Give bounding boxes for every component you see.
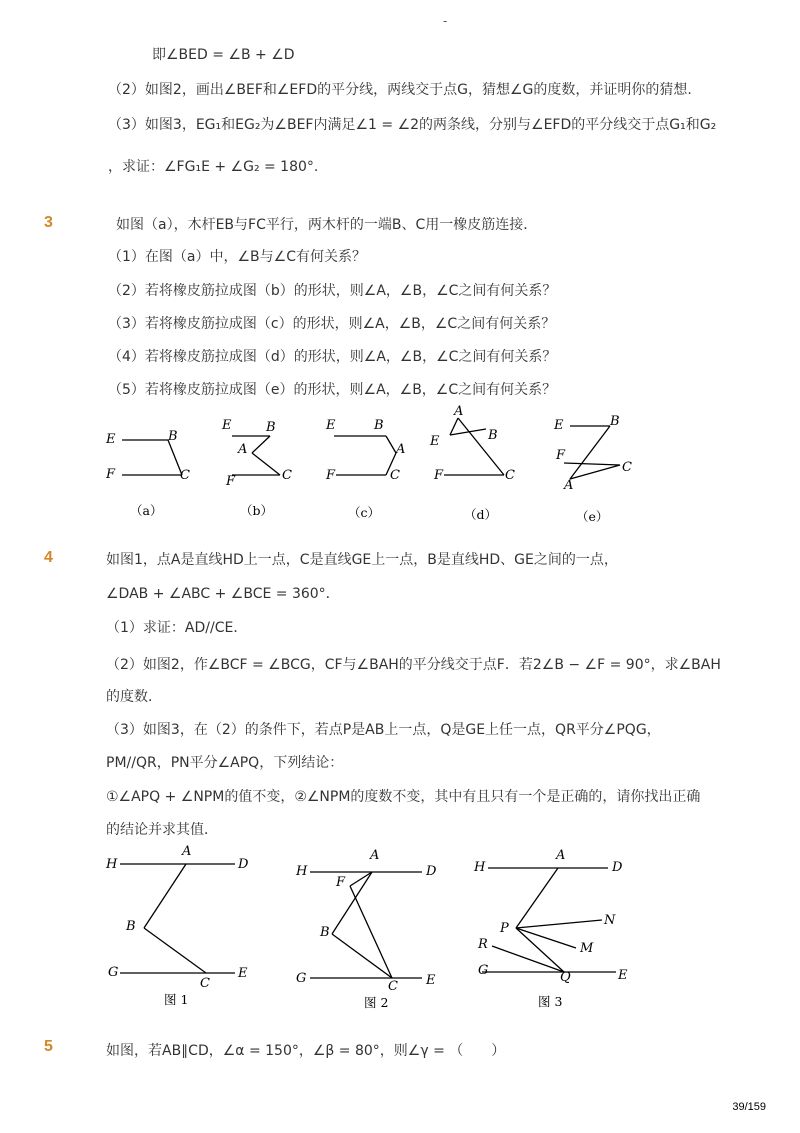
fig2-label-F: F: [336, 875, 346, 890]
fig3-label-D: D: [612, 860, 623, 875]
fig-e-label-A: A: [564, 478, 574, 493]
fig1-label-A: A: [182, 844, 192, 859]
fig2-label-H: H: [296, 864, 308, 879]
q3-figures: [100, 405, 660, 525]
fig2-label-C: C: [388, 979, 398, 994]
fig2-label-E: E: [426, 973, 436, 988]
fig2-caption: 图 2: [364, 995, 389, 1010]
fig-e-label-C: C: [622, 460, 632, 475]
fig-a-label-C: C: [180, 468, 190, 483]
q5-line: 如图，若AB∥CD，∠α = 150°，∠β = 80°，则∠γ = （ ）: [106, 1043, 506, 1059]
figure-d: [429, 404, 515, 522]
q4-line-5: （3）如图3，在（2）的条件下，若点P是AB上一点，Q是GE上任一点，QR平分∠PQG，: [106, 722, 661, 738]
fig3-label-A: A: [556, 848, 566, 863]
fig-c-label-C: C: [390, 468, 400, 483]
fig-c-label-A: A: [396, 442, 406, 457]
fig-c-label-F: F: [326, 468, 336, 483]
fig-b-caption: （b）: [240, 503, 274, 518]
q2-line-4: ，求证：∠FG₁E + ∠G₂ = 180°.: [108, 159, 319, 175]
question-number-5: 5: [44, 1038, 53, 1055]
fig-c-label-E: E: [326, 418, 336, 433]
fig3-label-G: G: [478, 963, 489, 978]
fig-e-label-B: B: [610, 414, 620, 429]
q2-line-2: （2）如图2，画出∠BEF和∠EFD的平分线，两线交于点G，猜想∠G的度数，并证明你的猜想.: [108, 82, 692, 98]
fig2-label-B: B: [320, 925, 330, 940]
fig1-label-G: G: [108, 965, 119, 980]
fig-a-label-E: E: [106, 432, 116, 447]
q4-figure-2: [295, 848, 437, 1010]
question-number-4: 4: [44, 549, 53, 566]
fig3-caption: 图 3: [538, 994, 563, 1009]
fig-c-label-B: B: [374, 418, 384, 433]
q3-line-2: （2）若将橡皮筋拉成图（b）的形状，则∠A，∠B，∠C之间有何关系？: [108, 283, 557, 299]
q4-line-4: 的度数．: [106, 689, 162, 705]
fig-d-label-F: F: [434, 468, 444, 483]
q3-line-5: （5）若将橡皮筋拉成图（e）的形状，则∠A，∠B，∠C之间有何关系？: [108, 382, 557, 398]
fig-b-label-F: F: [226, 474, 236, 489]
q4-line-1: ∠DAB + ∠ABC + ∠BCE = 360°．: [106, 586, 340, 602]
q4-figure-3: [473, 848, 628, 1009]
page-number: 39/159: [732, 1101, 766, 1113]
q2-line-1: 即∠BED = ∠B + ∠D: [152, 47, 295, 63]
fig2-label-G: G: [296, 971, 307, 986]
q3-line-0: 如图（a），木杆EB与FC平行，两木杆的一端B、C用一橡皮筋连接．: [116, 217, 538, 233]
figure-c: [325, 418, 405, 520]
fig1-label-D: D: [238, 857, 249, 872]
fig3-label-Q: Q: [560, 970, 571, 985]
q3-line-1: （1）在图（a）中，∠B与∠C有何关系？: [108, 249, 366, 265]
q4-line-2: （1）求证：AD//CE．: [106, 620, 248, 636]
fig3-label-M: M: [580, 941, 594, 956]
fig-c-caption: （c）: [348, 505, 381, 520]
fig3-label-R: R: [478, 937, 488, 952]
figure-a: [105, 429, 190, 518]
fig1-label-E: E: [238, 966, 248, 981]
fig-b-label-B: B: [266, 420, 276, 435]
fig-a-caption: （a）: [130, 503, 163, 518]
fig-e-caption: （e）: [576, 509, 609, 524]
fig1-caption: 图 1: [164, 992, 189, 1007]
fig-b-label-C: C: [282, 468, 292, 483]
q2-line-3: （3）如图3，EG₁和EG₂为∠BEF内满足∠1 = ∠2的两条线，分别与∠EFD的平分线交于点G₁和G₂: [108, 117, 717, 133]
fig-b-label-E: E: [222, 418, 232, 433]
fig3-label-P: P: [500, 921, 509, 936]
fig3-label-E: E: [618, 968, 628, 983]
fig-d-label-A: A: [454, 404, 464, 419]
fig3-label-N: N: [604, 913, 616, 928]
q4-figures: [100, 840, 660, 1015]
q4-figure-1: [105, 844, 249, 1007]
q4-line-6: PM//QR，PN平分∠APQ，下列结论：: [106, 755, 344, 771]
fig-a-label-F: F: [106, 467, 116, 482]
q4-line-0: 如图1，点A是直线HD上一点，C是直线GE上一点，B是直线HD、GE之间的一点，: [106, 552, 618, 568]
q4-line-8: 的结论并求其值．: [106, 822, 218, 838]
figure-e: [553, 414, 632, 524]
fig-d-label-E: E: [430, 434, 440, 449]
fig-d-label-C: C: [505, 468, 515, 483]
fig-a-label-B: B: [168, 429, 178, 444]
top-mark: -: [443, 14, 448, 28]
fig-b-label-A: A: [238, 442, 248, 457]
fig3-label-H: H: [474, 860, 486, 875]
fig2-label-A: A: [370, 848, 380, 863]
fig-d-caption: （d）: [464, 507, 498, 522]
figure-b: [221, 418, 292, 518]
fig-e-label-E: E: [554, 418, 564, 433]
question-number-3: 3: [44, 214, 53, 231]
q3-line-3: （3）若将橡皮筋拉成图（c）的形状，则∠A，∠B，∠C之间有何关系？: [108, 316, 556, 332]
fig-e-label-F: F: [556, 448, 566, 463]
fig2-label-D: D: [426, 864, 437, 879]
q4-line-7: ①∠APQ + ∠NPM的值不变，②∠NPM的度数不变，其中有且只有一个是正确的，请你找出正确: [106, 789, 701, 805]
fig1-label-H: H: [106, 857, 118, 872]
fig1-label-C: C: [200, 976, 210, 991]
fig1-label-B: B: [126, 919, 136, 934]
q4-line-3: （2）如图2，作∠BCF = ∠BCG，CF与∠BAH的平分线交于点F．若2∠B − ∠F = 90°，求∠BAH: [106, 657, 721, 673]
q3-line-4: （4）若将橡皮筋拉成图（d）的形状，则∠A，∠B，∠C之间有何关系？: [108, 349, 557, 365]
fig-d-label-B: B: [488, 428, 498, 443]
